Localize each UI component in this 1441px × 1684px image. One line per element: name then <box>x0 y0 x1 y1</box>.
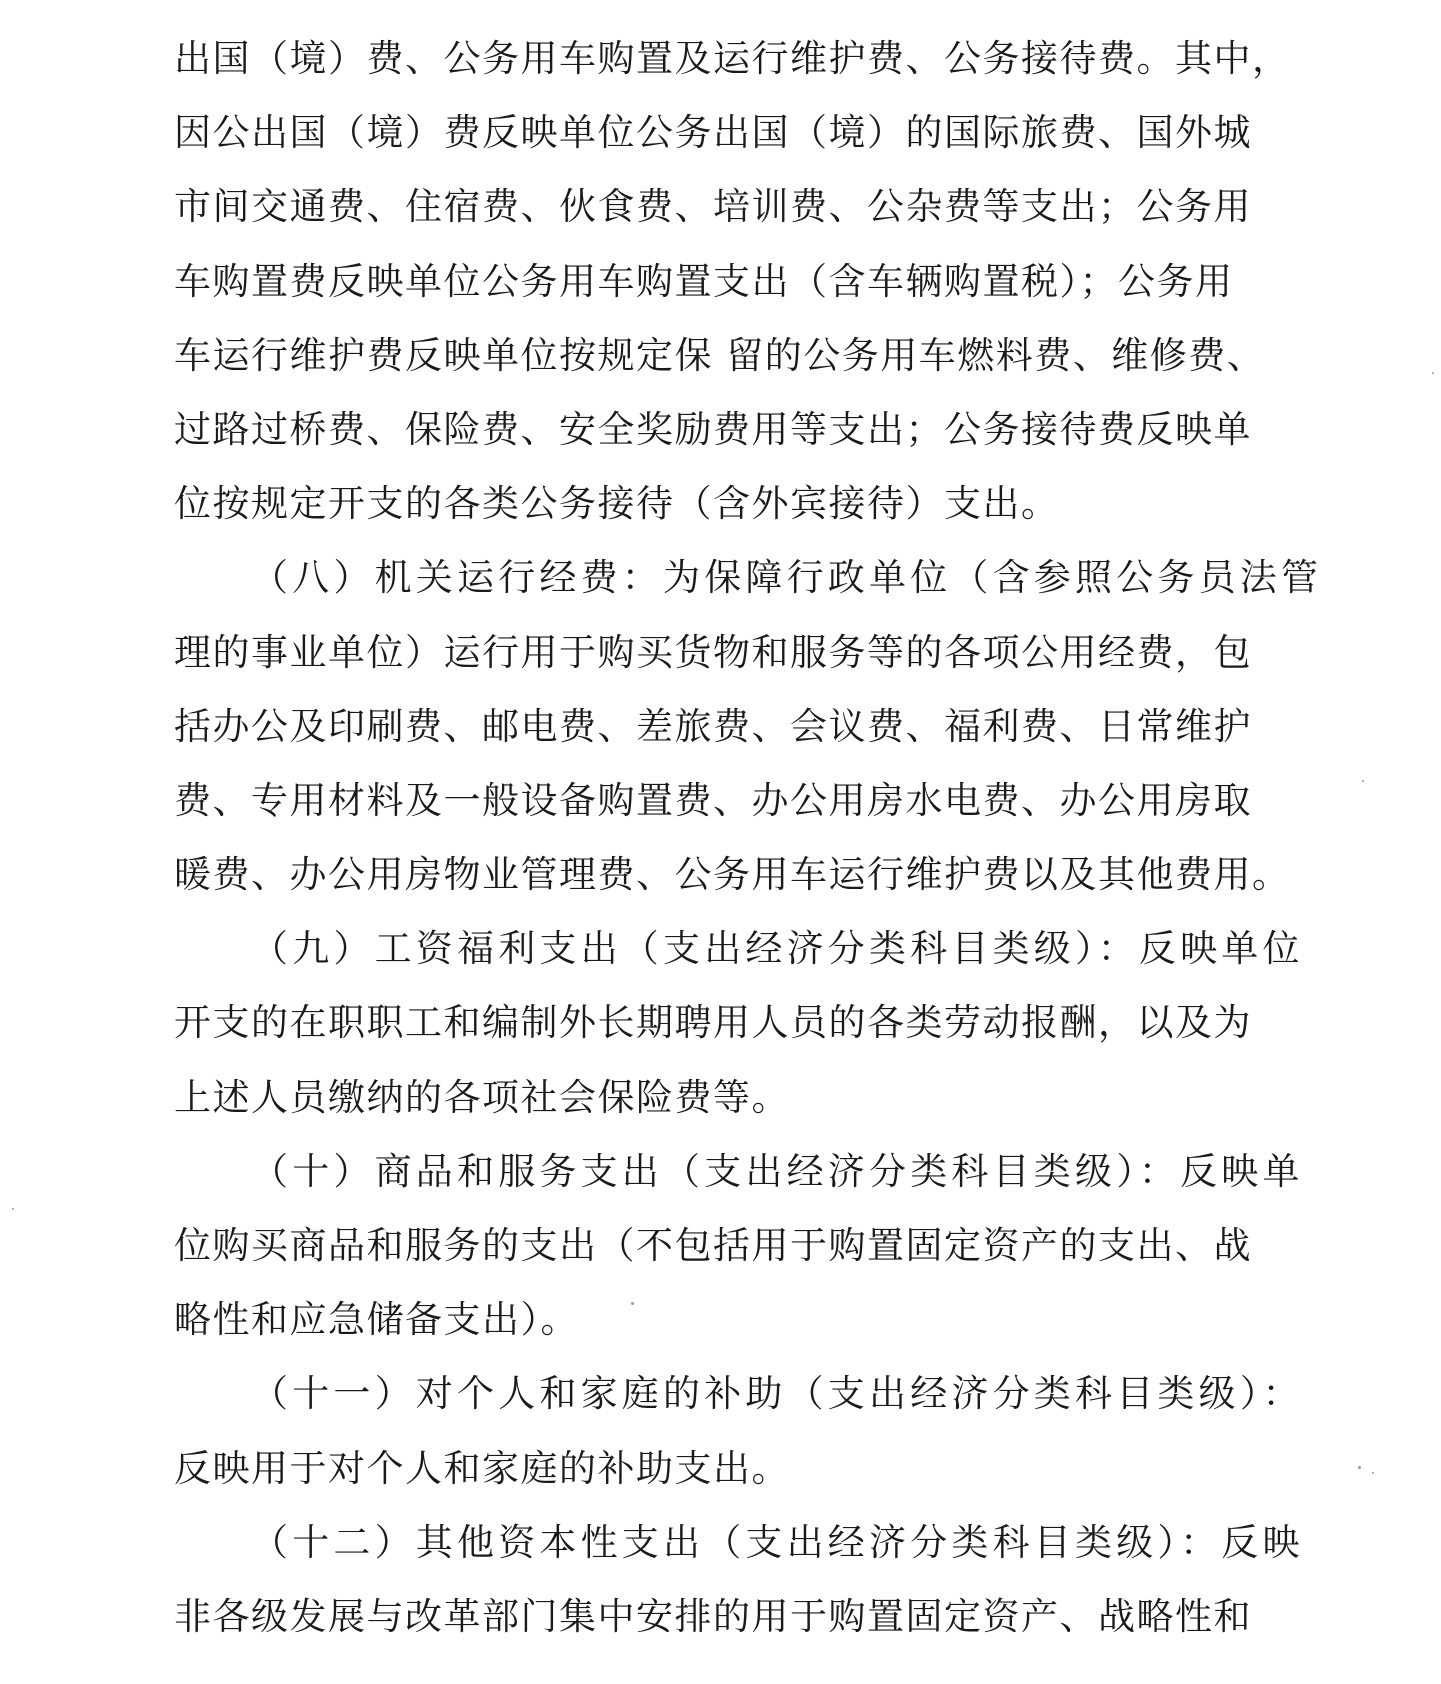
text-line: 费、专用材料及一般设备购置费、办公用房水电费、办公用房取 <box>174 778 1252 822</box>
text-line: （八）机关运行经费：为保障行政单位（含参照公务员法管 <box>251 556 1323 600</box>
text-line: 位购买商品和服务的支出（不包括用于购置固定资产的支出、战 <box>174 1224 1252 1267</box>
paragraph-intro-continuation <box>174 22 1294 541</box>
text-line: 略性和应急储备支出）。 <box>174 1298 579 1342</box>
text-line: 暖费、办公用房物业管理费、公务用车运行维护费以及其他费用。 <box>174 853 1291 897</box>
text-line: 过路过桥费、保险费、安全奖励费用等支出；公务接待费反映单 <box>174 407 1252 451</box>
paragraph-12-other-capital-expenditure <box>174 1506 1304 1654</box>
scan-speck <box>1362 780 1364 782</box>
text-line: 出国（境）费、公务用车购置及运行维护费、公务接待费。其中， <box>174 37 1291 80</box>
text-line: 位按规定开支的各类公务接待（含外宾接待）支出。 <box>174 482 1060 526</box>
scan-speck <box>12 1208 14 1210</box>
text-line: 反映用于对个人和家庭的补助支出。 <box>174 1446 790 1490</box>
paragraph-8-agency-operating-expenses <box>174 541 1323 912</box>
text-line: 开支的在职职工和编制外长期聘用人员的各类劳动报酬，以及为 <box>174 1001 1252 1045</box>
scan-speck <box>1358 1466 1361 1469</box>
text-line: 理的事业单位）运行用于购买货物和服务等的各项公用经费，包 <box>174 630 1252 674</box>
text-line: 车运行维护费反映单位按规定保 留的公务用车燃料费、维修费、 <box>174 333 1266 377</box>
text-line: 车购置费反映单位公务用车购置支出（含车辆购置税）；公务用 <box>174 259 1234 303</box>
body-text <box>174 22 1323 1654</box>
text-line: 非各级发展与改革部门集中安排的用于购置固定资产、战略性和 <box>174 1594 1252 1638</box>
text-line: （十一）对个人和家庭的补助（支出经济分类科目类级）： <box>251 1372 1304 1416</box>
scan-speck <box>631 1302 634 1305</box>
paragraph-9-wages-and-benefits <box>174 912 1304 1135</box>
text-line: 因公出国（境）费反映单位公务出国（境）的国际旅费、国外城 <box>174 111 1252 155</box>
text-line: （十）商品和服务支出（支出经济分类科目类级）：反映单 <box>251 1149 1304 1193</box>
scan-speck <box>1372 1472 1374 1474</box>
text-line: 括办公及印刷费、邮电费、差旅费、会议费、福利费、日常维护 <box>174 704 1252 748</box>
text-line: （十二）其他资本性支出（支出经济分类科目类级）：反映 <box>251 1520 1304 1564</box>
scan-speck <box>1432 372 1434 374</box>
text-line: 上述人员缴纳的各项社会保险费等。 <box>174 1075 790 1119</box>
paragraph-11-household-subsidies <box>174 1357 1304 1505</box>
paragraph-10-goods-and-services <box>174 1135 1304 1358</box>
text-line: （九）工资福利支出（支出经济分类科目类级）：反映单位 <box>251 927 1304 971</box>
text-line: 市间交通费、住宿费、伙食费、培训费、公杂费等支出；公务用 <box>174 185 1252 229</box>
